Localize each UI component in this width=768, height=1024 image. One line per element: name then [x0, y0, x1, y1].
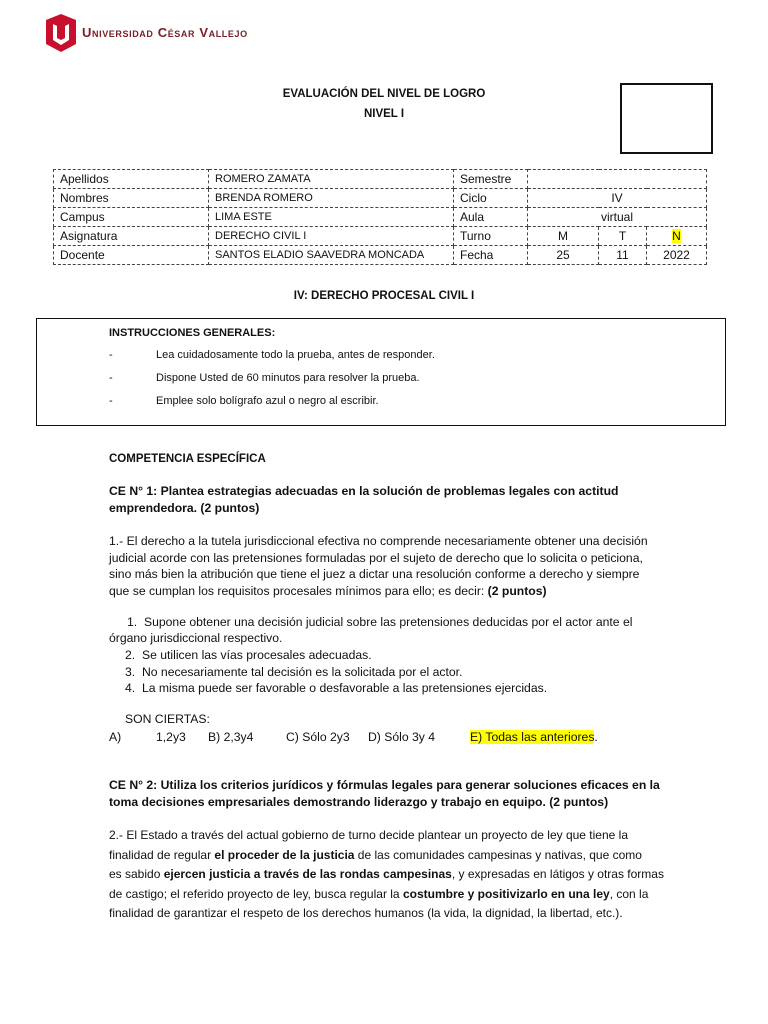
table-row — [54, 170, 707, 189]
docente-label: Docente — [54, 246, 209, 265]
list-item-continuation: órgano jurisdiccional respectivo. — [109, 631, 283, 645]
student-info-table — [53, 169, 707, 265]
semestre-label: Semestre — [454, 170, 528, 189]
table-row — [54, 189, 707, 208]
fecha-month: 11 — [599, 246, 647, 265]
list-item: 1. Supone obtener una decisión judicial sobre las pretensiones deducidas por el actor ante el — [127, 615, 633, 629]
section-title: IV: DERECHO PROCESAL CIVIL I — [293, 290, 475, 302]
option-b: B) 2,3y4 — [208, 730, 254, 744]
level-title: NIVEL I — [363, 108, 405, 120]
fecha-day: 25 — [528, 246, 599, 265]
ce1-statement: CE N° 1: Plantea estrategias adecuadas en la solución de problemas legales con actitud emprendedora. (2 puntos) — [109, 484, 619, 515]
option-a: 1,2y3 — [156, 730, 186, 744]
university-logo-icon — [46, 14, 76, 52]
semestre-value — [528, 170, 707, 189]
list-item: - Lea cuidadosamente todo la prueba, antes de responder. — [109, 349, 435, 361]
photo-box — [620, 83, 713, 154]
list-item: - Dispone Usted de 60 minutos para resolver la prueba. — [109, 372, 420, 384]
instructions-title: INSTRUCCIONES GENERALES: — [109, 327, 276, 339]
nombres-label: Nombres — [54, 189, 209, 208]
question-2-text: 2.- El Estado a través del actual gobierno de turno decide plantear un proyecto de ley que tiene la finalidad de regular el proceder de la justicia de las comunidades campesinas y nativas, que como es sabido ejercen justicia a través de las rondas campesinas, y expresadas en látigos y otras formas de castigo; el referido proyecto de ley, busca regular la costumbre y positivizarlo en una ley, con la finalidad de garantizar el respeto de los derechos humanos (la vida, la dignidad, la libertad, etc.). — [109, 828, 664, 920]
option-e-answer: E) Todas las anteriores. — [470, 730, 598, 744]
docente-value: SANTOS ELADIO SAAVEDRA MONCADA — [209, 246, 454, 265]
answer-prompt: SON CIERTAS: — [125, 712, 210, 726]
turno-label: Turno — [454, 227, 528, 246]
option-c: C) Sólo 2y3 — [286, 730, 350, 744]
turno-m: M — [528, 227, 599, 246]
campus-label: Campus — [54, 208, 209, 227]
option-d: D) Sólo 3y 4 — [368, 730, 436, 744]
list-item: 4. La misma puede ser favorable o desfavorable a las pretensiones ejercidas. — [125, 681, 548, 695]
ciclo-label: Ciclo — [454, 189, 528, 208]
ce2-statement: CE N° 2: Utiliza los criterios jurídicos y fórmulas legales para generar soluciones eficaces en la toma decisiones empresariales demostrando liderazgo y trabajo en equipo. (2 puntos) — [109, 778, 660, 809]
turno-n-cell — [647, 227, 707, 246]
apellidos-value: ROMERO ZAMATA — [209, 170, 454, 189]
fecha-year: 2022 — [647, 246, 707, 265]
table-row — [54, 227, 707, 246]
aula-value: virtual — [528, 208, 707, 227]
aula-label: Aula — [454, 208, 528, 227]
list-item: - Emplee solo bolígrafo azul o negro al escribir. — [109, 395, 379, 407]
university-name: Universidad César Vallejo — [82, 25, 248, 40]
competencia-heading: COMPETENCIA ESPECÍFICA — [109, 453, 266, 465]
nombres-value: BRENDA ROMERO — [209, 189, 454, 208]
apellidos-label: Apellidos — [54, 170, 209, 189]
table-row — [54, 246, 707, 265]
option-a-letter: A) — [109, 730, 122, 744]
list-item: 2. Se utilicen las vías procesales adecuadas. — [125, 648, 372, 662]
turno-t: T — [599, 227, 647, 246]
asignatura-value: DERECHO CIVIL I — [209, 227, 454, 246]
table-row — [54, 208, 707, 227]
asignatura-label: Asignatura — [54, 227, 209, 246]
turno-n: N — [672, 229, 681, 243]
list-item: 3. No necesariamente tal decisión es la solicitada por el actor. — [125, 665, 463, 679]
evaluation-title: EVALUACIÓN DEL NIVEL DE LOGRO — [282, 88, 486, 100]
question-1-text: 1.- El derecho a la tutela jurisdiccional efectiva no comprende necesariamente obtener una decisión judicial acorde con las pretensiones formuladas por el sujeto de derecho que lo solicita o peticiona, sino más bien la atribución que tiene el juez a dictar una resolución conforme a derecho y siempre que se cumplan los requisitos procesales mínimos para ello; es decir: (2 puntos) — [109, 534, 648, 598]
ciclo-value: IV — [528, 189, 707, 208]
fecha-label: Fecha — [454, 246, 528, 265]
campus-value: LIMA ESTE — [209, 208, 454, 227]
